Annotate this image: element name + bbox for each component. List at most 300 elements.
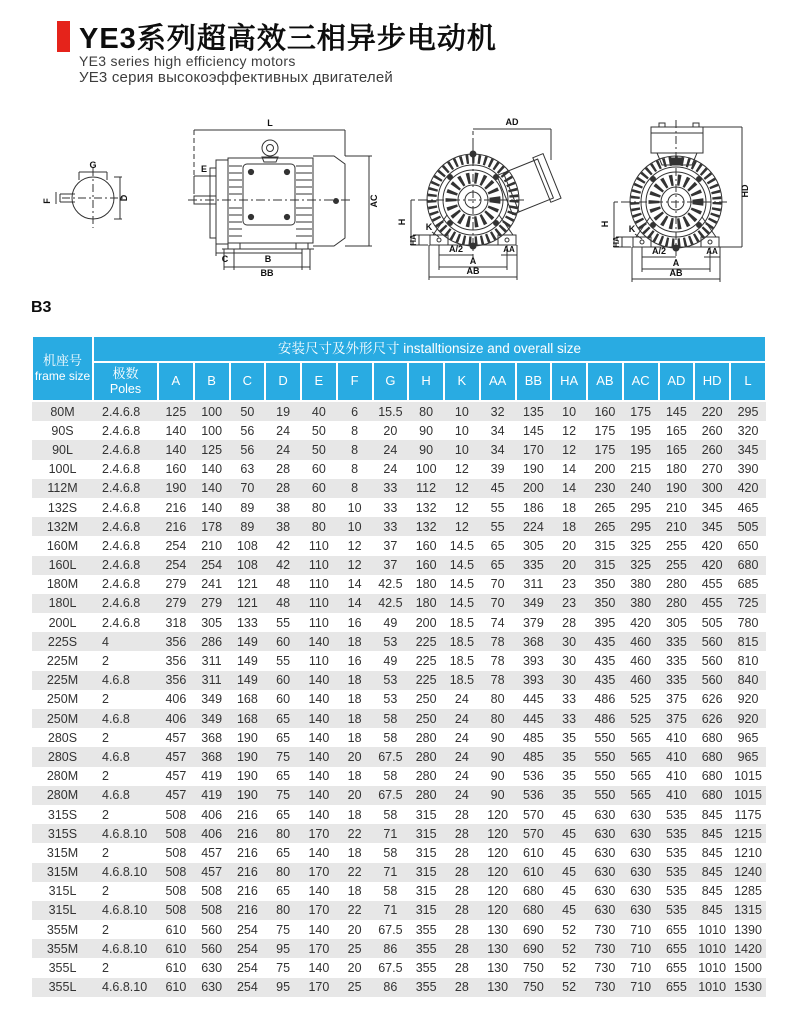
dim-label-a: A: [469, 256, 477, 266]
frame-size-cell: 355L: [48, 980, 77, 995]
dim-label-a2: A: [672, 258, 680, 268]
dim-cell: 280: [415, 769, 437, 784]
dim-cell: 42: [276, 538, 291, 553]
poles-cell: 2: [102, 922, 109, 937]
dim-cell: 33: [383, 481, 398, 496]
poles-label-en: Poles: [109, 381, 142, 396]
frame-size-cell: 315M: [46, 845, 79, 860]
table-row: [32, 786, 766, 805]
table-row: [32, 421, 766, 440]
dim-cell: 24: [454, 769, 469, 784]
poles-cell: 2: [102, 884, 109, 899]
dim-cell: 35: [562, 749, 577, 764]
dim-cell: 200: [415, 615, 437, 630]
dim-cell: 315: [415, 884, 437, 899]
dim-cell: 55: [276, 654, 291, 669]
dim-cell: 215: [630, 462, 652, 477]
dim-cell: 149: [236, 673, 258, 688]
dim-cell: 165: [665, 442, 687, 457]
frame-size-cell: 180L: [48, 596, 77, 611]
dim-cell: 39: [490, 462, 505, 477]
dim-cell: 125: [165, 404, 187, 419]
dim-label-hd: HD: [740, 184, 750, 198]
frame-size-cell: 315S: [47, 807, 78, 822]
dim-cell: 10: [454, 404, 469, 419]
dim-cell: 535: [665, 845, 687, 860]
dim-cell: 140: [308, 673, 330, 688]
dim-cell: 14: [347, 577, 362, 592]
dim-cell: 33: [562, 692, 577, 707]
frame-size-cell: 160L: [48, 558, 77, 573]
dim-cell: 325: [630, 538, 652, 553]
dim-cell: 224: [522, 519, 544, 534]
dim-cell: 216: [236, 865, 258, 880]
frame-size-cell: 250M: [46, 711, 79, 726]
dim-cell: 45: [562, 807, 577, 822]
dim-cell: 90: [490, 788, 505, 803]
table-row: [32, 920, 766, 939]
frame-size-cell: 250M: [46, 692, 79, 707]
dim-cell: 45: [562, 884, 577, 899]
dim-cell: 140: [308, 845, 330, 860]
dim-cell: 210: [201, 538, 223, 553]
dim-cell: 349: [522, 596, 544, 611]
dim-cell: 630: [594, 865, 616, 880]
dim-cell: 355: [415, 922, 437, 937]
table-header: [32, 336, 766, 401]
dim-cell: 170: [308, 865, 330, 880]
dim-cell: 80: [276, 865, 291, 880]
dim-cell: 250: [415, 711, 437, 726]
dim-cell: 42.5: [378, 577, 403, 592]
dim-cell: 45: [562, 903, 577, 918]
col-header-ab: AB: [587, 362, 623, 401]
dim-label-l: L: [267, 118, 273, 128]
dim-cell: 168: [236, 711, 258, 726]
poles-cell: 4: [102, 634, 109, 649]
col-header-install-size: 安装尺寸及外形尺寸 installtionsize and overall size: [93, 336, 766, 362]
dim-cell: 345: [701, 519, 723, 534]
dim-cell: 815: [737, 634, 759, 649]
dim-cell: 216: [236, 845, 258, 860]
dim-cell: 508: [201, 903, 223, 918]
dim-cell: 38: [276, 519, 291, 534]
dim-cell: 1175: [734, 807, 762, 822]
subtitle-ru: УЕ3 серия высокоэффективных двигателей: [79, 69, 393, 86]
dim-cell: 121: [236, 577, 258, 592]
dim-cell: 315: [594, 538, 616, 553]
dim-cell: 60: [276, 634, 291, 649]
dim-cell: 1210: [734, 845, 762, 860]
dim-cell: 10: [454, 442, 469, 457]
table-row: [32, 939, 766, 958]
dim-cell: 1010: [698, 922, 727, 937]
dim-cell: 180: [665, 462, 687, 477]
poles-cell: 2.4.6.8: [102, 500, 141, 515]
poles-cell: 4.6.8.10: [102, 980, 148, 995]
table-row: [32, 843, 766, 862]
dim-cell: 28: [276, 481, 291, 496]
dim-cell: 630: [594, 845, 616, 860]
dim-cell: 110: [308, 558, 329, 573]
dim-cell: 460: [630, 673, 652, 688]
dim-cell: 65: [276, 845, 291, 860]
col-header-k: K: [444, 362, 480, 401]
dim-cell: 168: [236, 692, 258, 707]
dim-cell: 30: [562, 673, 577, 688]
dim-cell: 140: [201, 500, 223, 515]
dim-cell: 410: [665, 730, 687, 745]
dim-cell: 40: [311, 404, 326, 419]
dim-label-ha: HA: [409, 234, 418, 246]
dim-cell: 280: [415, 749, 437, 764]
dim-cell: 120: [487, 903, 509, 918]
dim-cell: 565: [630, 730, 652, 745]
dim-cell: 655: [665, 922, 687, 937]
dim-cell: 680: [701, 749, 723, 764]
col-header-ad: AD: [659, 362, 695, 401]
table-row: [32, 479, 766, 498]
dim-cell: 320: [737, 423, 759, 438]
frame-size-cell: 355L: [48, 961, 77, 976]
dim-cell: 280: [665, 596, 687, 611]
dim-cell: 460: [630, 634, 652, 649]
dim-label-ad: AD: [505, 117, 519, 127]
dim-cell: 457: [201, 865, 223, 880]
dim-cell: 410: [665, 788, 687, 803]
dim-cell: 165: [665, 423, 687, 438]
dim-cell: 410: [665, 769, 687, 784]
dim-cell: 90: [419, 442, 434, 457]
dim-cell: 18.5: [449, 615, 475, 630]
dim-cell: 710: [630, 980, 652, 995]
dim-cell: 14.5: [449, 538, 475, 553]
poles-cell: 2: [102, 692, 109, 707]
dim-cell: 810: [737, 654, 759, 669]
table-row: [32, 613, 766, 632]
page-title: YE3系列超高效三相异步电动机: [79, 23, 497, 55]
dim-cell: 508: [165, 865, 187, 880]
dim-cell: 435: [594, 634, 616, 649]
dim-cell: 70: [490, 596, 505, 611]
dim-cell: 22: [347, 903, 362, 918]
dim-cell: 75: [276, 961, 291, 976]
frame-size-cell: 280S: [47, 749, 78, 764]
dim-label-aa2: AA: [706, 247, 718, 256]
dim-cell: 80: [490, 711, 505, 726]
dim-cell: 24: [276, 442, 291, 457]
dim-cell: 45: [562, 826, 577, 841]
table-row: [32, 517, 766, 536]
table-row: [32, 536, 766, 555]
dim-cell: 28: [454, 884, 469, 899]
dim-cell: 28: [454, 903, 469, 918]
frame-size-label-en: frame size: [34, 369, 91, 384]
dim-cell: 550: [594, 788, 616, 803]
poles-cell: 4.6.8.10: [102, 903, 148, 918]
dim-cell: 550: [594, 730, 616, 745]
dim-cell: 216: [236, 884, 258, 899]
dim-cell: 460: [630, 654, 652, 669]
dim-cell: 535: [665, 903, 687, 918]
dim-cell: 63: [240, 462, 255, 477]
dim-cell: 25: [347, 980, 362, 995]
dim-cell: 254: [165, 538, 187, 553]
dim-cell: 18: [347, 730, 362, 745]
dim-cell: 186: [522, 500, 544, 515]
dim-cell: 130: [487, 922, 509, 937]
dim-cell: 508: [165, 884, 187, 899]
dim-cell: 457: [165, 749, 187, 764]
dim-cell: 508: [165, 807, 187, 822]
dim-cell: 120: [487, 845, 509, 860]
dim-cell: 965: [737, 749, 759, 764]
dim-cell: 120: [487, 826, 509, 841]
table-row: [32, 767, 766, 786]
dim-cell: 305: [201, 615, 223, 630]
table-row: [32, 575, 766, 594]
dim-cell: 24: [383, 442, 398, 457]
dim-cell: 180: [415, 577, 437, 592]
poles-cell: 2: [102, 730, 109, 745]
dim-cell: 10: [347, 519, 362, 534]
dim-cell: 121: [236, 596, 258, 611]
col-header-d: D: [265, 362, 301, 401]
dim-cell: 6: [351, 404, 359, 419]
col-header-hd: HD: [694, 362, 730, 401]
dim-cell: 75: [276, 749, 291, 764]
dim-label-k2: K: [628, 224, 636, 234]
dim-cell: 108: [236, 558, 258, 573]
dim-cell: 108: [236, 538, 258, 553]
subtitle-en: YE3 series high efficiency motors: [79, 53, 296, 69]
dim-cell: 15.5: [378, 404, 403, 419]
frame-size-cell: 180M: [46, 577, 79, 592]
dim-cell: 18.5: [449, 673, 475, 688]
dim-cell: 255: [665, 558, 687, 573]
dim-cell: 279: [201, 596, 223, 611]
dim-cell: 845: [701, 845, 723, 860]
dim-cell: 30: [562, 634, 577, 649]
dim-cell: 335: [665, 673, 687, 688]
dim-cell: 130: [487, 961, 509, 976]
dim-cell: 18: [347, 845, 362, 860]
dim-cell: 315: [415, 865, 437, 880]
dim-cell: 225: [415, 634, 437, 649]
dim-cell: 80: [419, 404, 434, 419]
poles-cell: 4.6.8: [102, 673, 130, 688]
dim-cell: 349: [201, 692, 223, 707]
dim-cell: 140: [201, 481, 223, 496]
table-row: [32, 594, 766, 613]
dim-cell: 58: [383, 845, 398, 860]
dim-label-h2: H: [600, 220, 610, 228]
dim-cell: 56: [240, 423, 255, 438]
dim-cell: 420: [737, 481, 759, 496]
table-row: [32, 805, 766, 824]
dim-cell: 28: [454, 941, 469, 956]
dim-cell: 368: [201, 749, 223, 764]
dim-cell: 485: [522, 730, 544, 745]
dim-cell: 280: [415, 788, 437, 803]
dim-cell: 315: [594, 558, 616, 573]
dim-cell: 140: [308, 711, 330, 726]
dim-cell: 630: [594, 903, 616, 918]
dim-cell: 135: [522, 404, 544, 419]
dim-cell: 560: [701, 654, 723, 669]
poles-cell: 2: [102, 845, 109, 860]
dim-cell: 190: [236, 788, 258, 803]
dim-cell: 80: [490, 692, 505, 707]
dim-cell: 630: [630, 903, 652, 918]
dim-cell: 140: [308, 884, 330, 899]
dim-cell: 610: [522, 865, 544, 880]
dim-cell: 379: [522, 615, 544, 630]
dim-cell: 86: [383, 980, 398, 995]
dim-cell: 95: [276, 941, 291, 956]
table-row: [32, 901, 766, 920]
dim-cell: 535: [665, 865, 687, 880]
dim-cell: 86: [383, 941, 398, 956]
dim-cell: 60: [311, 481, 326, 496]
dim-cell: 132: [415, 500, 437, 515]
dim-cell: 28: [454, 961, 469, 976]
poles-cell: 4.6.8: [102, 749, 130, 764]
dim-cell: 49: [383, 654, 398, 669]
dim-cell: 71: [383, 865, 398, 880]
dim-cell: 67.5: [378, 788, 403, 803]
dim-cell: 24: [454, 788, 469, 803]
table-row: [32, 401, 766, 421]
dim-cell: 305: [522, 538, 544, 553]
dim-cell: 112: [416, 481, 437, 496]
dim-cell: 28: [454, 980, 469, 995]
dim-cell: 393: [522, 654, 544, 669]
dim-cell: 132: [415, 519, 437, 534]
dim-cell: 14.5: [449, 596, 475, 611]
dim-cell: 270: [701, 462, 723, 477]
dim-cell: 28: [276, 462, 291, 477]
dim-cell: 240: [630, 481, 652, 496]
dim-cell: 356: [165, 654, 187, 669]
dim-cell: 335: [665, 654, 687, 669]
dim-cell: 457: [165, 730, 187, 745]
dim-cell: 12: [347, 558, 362, 573]
dim-cell: 685: [737, 577, 759, 592]
dim-cell: 33: [383, 500, 398, 515]
dim-cell: 65: [490, 538, 505, 553]
dim-cell: 149: [236, 634, 258, 649]
poles-cell: 2.4.6.8: [102, 558, 141, 573]
dim-cell: 56: [240, 442, 255, 457]
dim-cell: 125: [201, 442, 223, 457]
dim-cell: 12: [562, 423, 577, 438]
dim-cell: 710: [630, 922, 652, 937]
dim-cell: 24: [454, 711, 469, 726]
dim-cell: 250: [415, 692, 437, 707]
dim-cell: 90: [419, 423, 434, 438]
dim-cell: 65: [276, 711, 291, 726]
dim-cell: 457: [165, 769, 187, 784]
dim-cell: 20: [347, 922, 362, 937]
dim-cell: 690: [522, 941, 544, 956]
dim-cell: 1010: [698, 961, 727, 976]
dim-cell: 255: [665, 538, 687, 553]
dim-cell: 630: [630, 845, 652, 860]
dim-cell: 28: [454, 865, 469, 880]
dim-cell: 42.5: [378, 596, 403, 611]
dim-cell: 265: [594, 500, 616, 515]
dim-cell: 465: [737, 500, 759, 515]
frame-size-cell: 280S: [47, 730, 78, 745]
dim-cell: 10: [347, 500, 362, 515]
dim-cell: 190: [236, 730, 258, 745]
dim-cell: 52: [562, 961, 577, 976]
table-row: [32, 671, 766, 690]
dim-cell: 655: [665, 961, 687, 976]
dim-cell: 420: [701, 558, 723, 573]
dim-cell: 20: [347, 788, 362, 803]
dim-cell: 368: [522, 634, 544, 649]
dim-cell: 67.5: [378, 749, 403, 764]
dim-cell: 845: [701, 865, 723, 880]
dim-cell: 120: [487, 884, 509, 899]
dim-cell: 750: [522, 961, 544, 976]
frame-size-cell: 80M: [50, 404, 75, 419]
dim-cell: 680: [522, 903, 544, 918]
poles-cell: 4.6.8.10: [102, 826, 148, 841]
dim-cell: 110: [308, 577, 329, 592]
dim-cell: 22: [347, 865, 362, 880]
dim-cell: 311: [523, 577, 544, 592]
dim-cell: 32: [490, 404, 505, 419]
dim-cell: 216: [236, 826, 258, 841]
dim-cell: 170: [308, 980, 330, 995]
frame-size-cell: 355M: [46, 922, 79, 937]
table-row: [32, 709, 766, 728]
col-header-ha: HA: [551, 362, 587, 401]
dim-cell: 406: [165, 711, 187, 726]
dim-cell: 730: [594, 922, 616, 937]
dim-cell: 110: [308, 596, 329, 611]
dim-cell: 485: [522, 749, 544, 764]
dim-cell: 630: [630, 884, 652, 899]
dim-cell: 12: [454, 519, 469, 534]
dim-cell: 410: [665, 749, 687, 764]
dim-cell: 18.5: [449, 634, 475, 649]
dim-cell: 216: [236, 903, 258, 918]
table-row: [32, 651, 766, 670]
dim-cell: 35: [562, 730, 577, 745]
dim-cell: 145: [522, 423, 544, 438]
poles-cell: 2.4.6.8: [102, 462, 141, 477]
col-header-bb: BB: [516, 362, 552, 401]
frame-size-cell: 200L: [48, 615, 77, 630]
dim-label-ha2: HA: [612, 236, 621, 248]
dim-cell: 355: [415, 980, 437, 995]
dim-cell: 505: [701, 615, 723, 630]
dim-cell: 45: [562, 865, 577, 880]
dim-cell: 52: [562, 922, 577, 937]
dim-cell: 71: [383, 826, 398, 841]
dim-cell: 71: [383, 903, 398, 918]
dim-cell: 160: [415, 558, 437, 573]
dim-cell: 175: [594, 442, 616, 457]
dim-cell: 780: [737, 615, 759, 630]
dim-cell: 23: [562, 577, 577, 592]
poles-label-zh: 极数: [112, 365, 139, 381]
dim-cell: 420: [630, 615, 652, 630]
